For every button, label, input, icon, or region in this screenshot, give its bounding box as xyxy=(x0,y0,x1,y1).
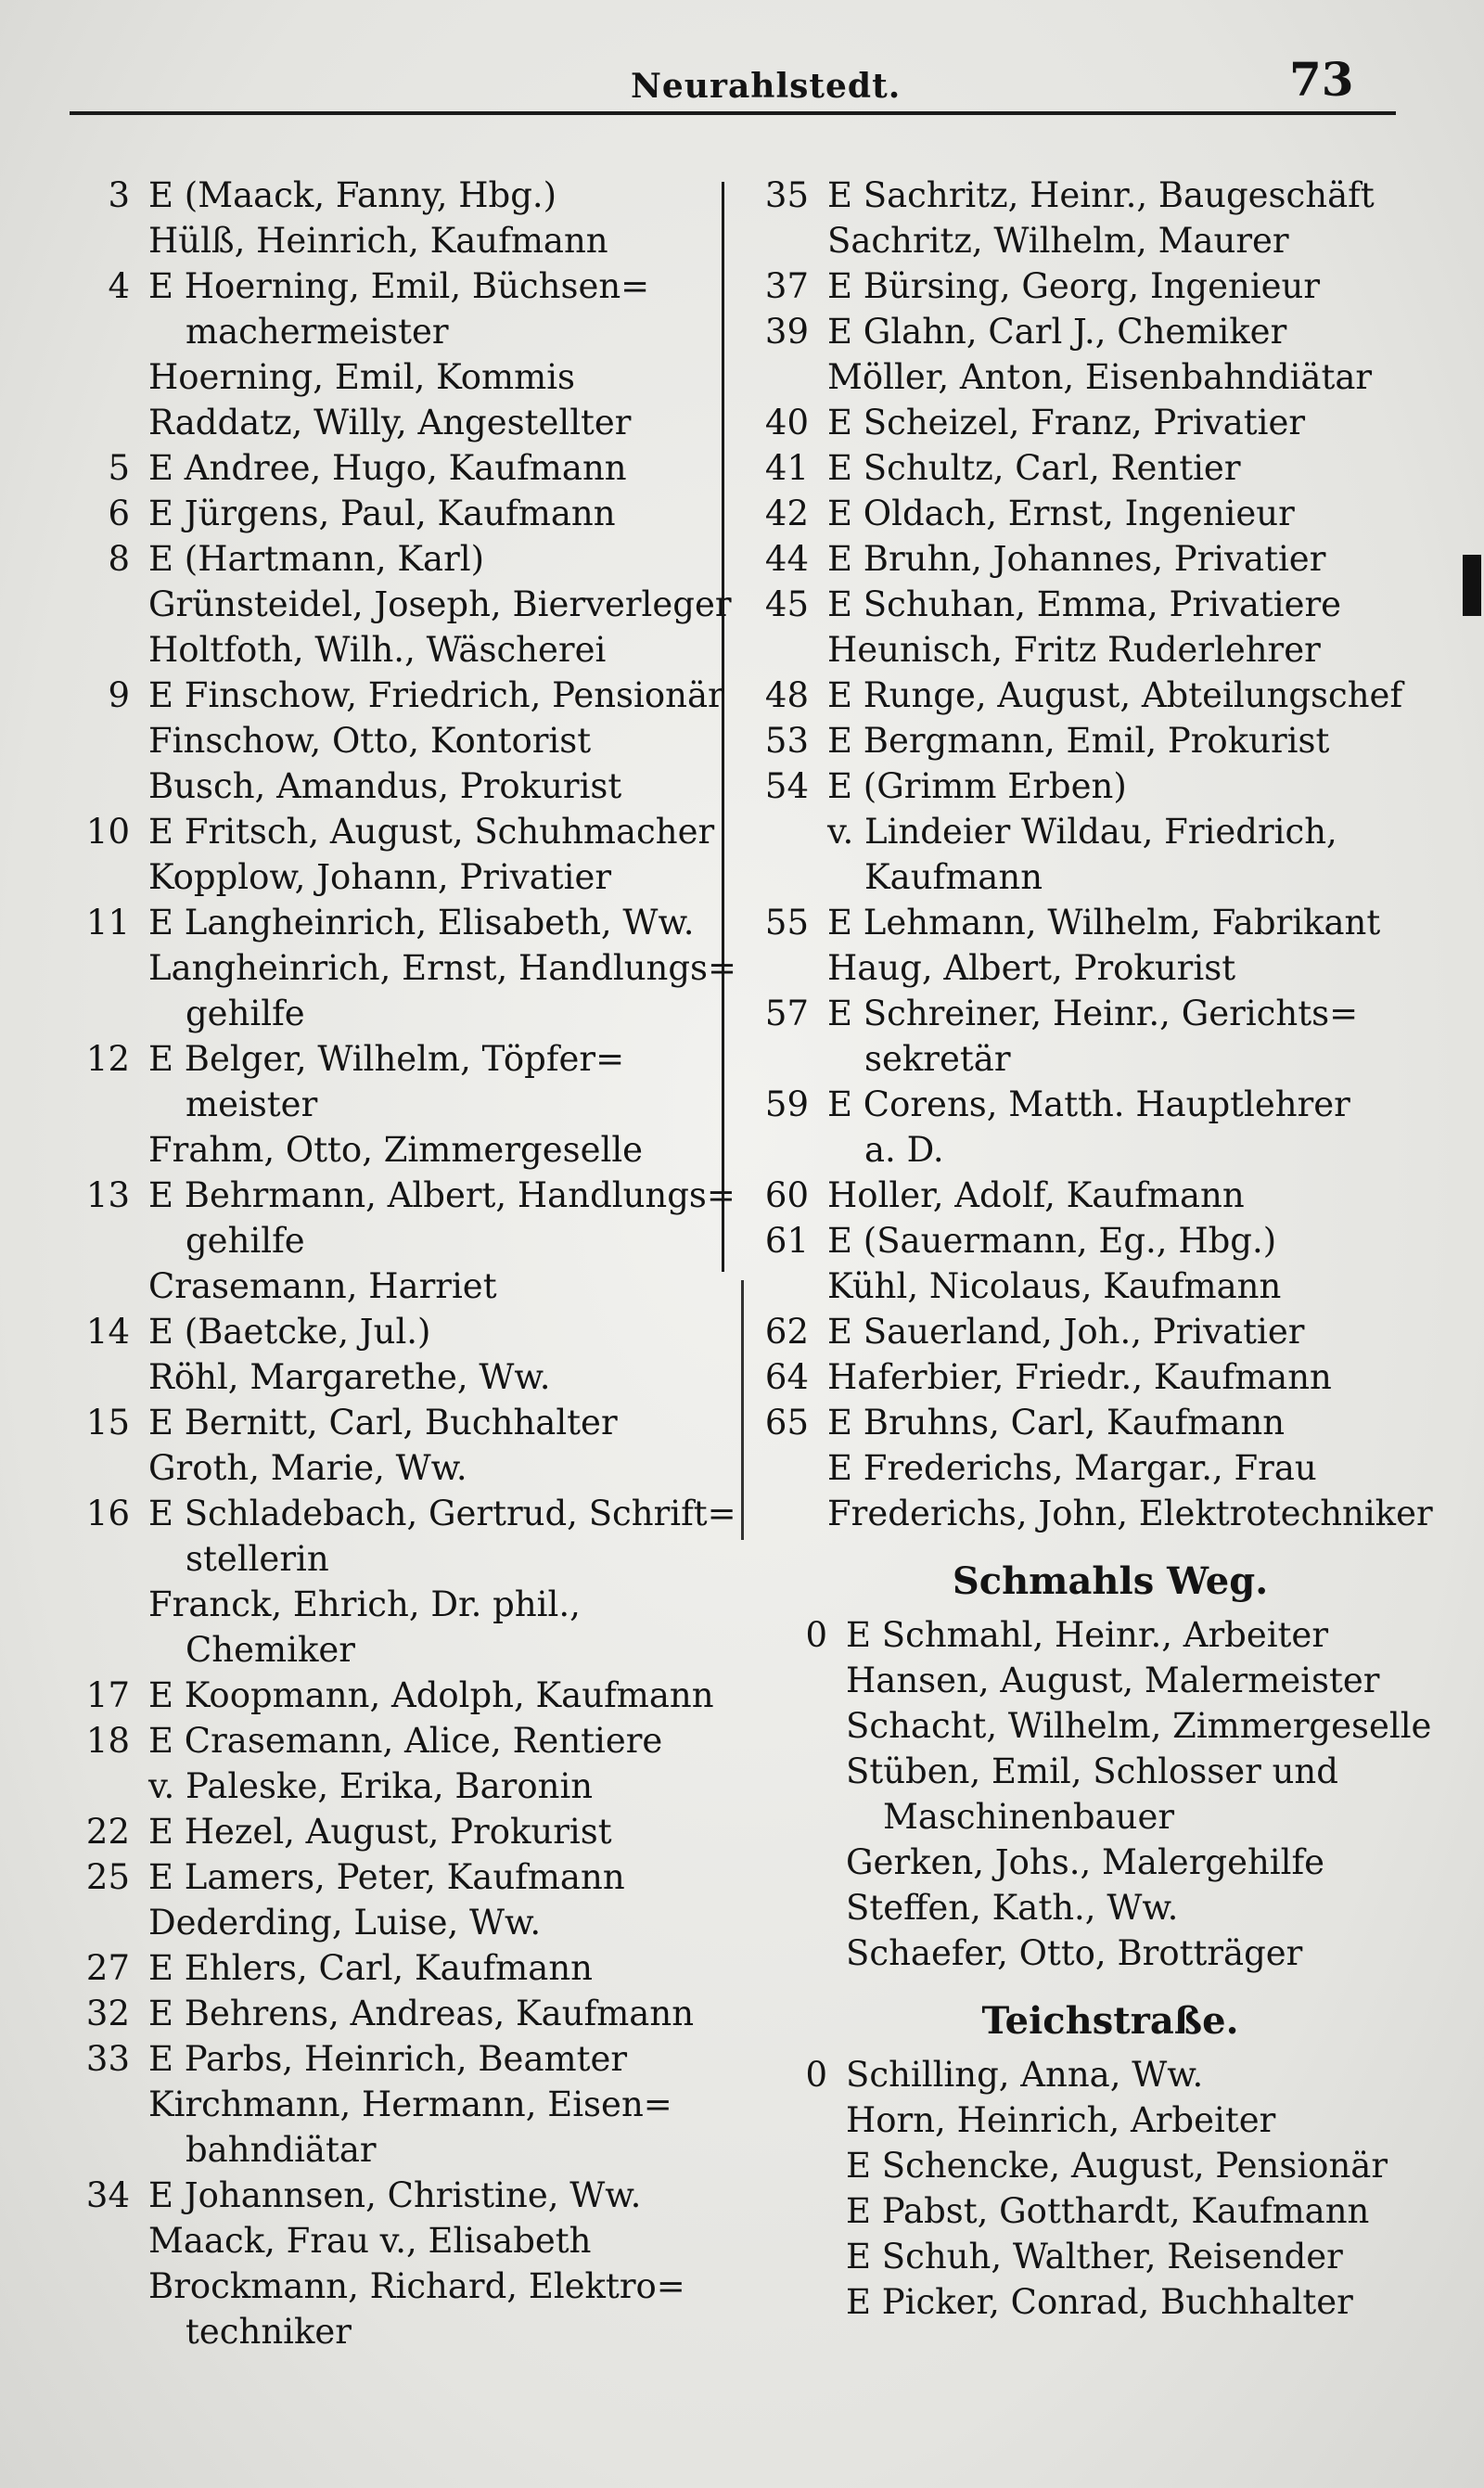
entry-text: E Bergmann, Emil, Prokurist xyxy=(827,721,1330,761)
entry-text: E Fritsch, August, Schuhmacher xyxy=(148,812,715,852)
house-number: 45 xyxy=(764,584,809,624)
directory-entry xyxy=(74,309,723,354)
house-number: 44 xyxy=(764,539,809,579)
directory-entry xyxy=(74,218,723,263)
entry-text: E Andree, Hugo, Kaufmann xyxy=(148,448,627,488)
house-number: 33 xyxy=(85,2039,130,2079)
directory-entry xyxy=(74,1036,723,1082)
street-heading: Schmahls Weg. xyxy=(952,1559,1269,1603)
house-number: 9 xyxy=(108,675,130,715)
house-number: 42 xyxy=(764,494,809,533)
entry-text: Maschinenbauer xyxy=(883,1797,1175,1837)
directory-entry xyxy=(74,400,723,445)
directory-entry xyxy=(74,1263,723,1309)
house-number: 34 xyxy=(85,2175,130,2215)
entry-text: E (Hartmann, Karl) xyxy=(148,539,485,579)
directory-entry xyxy=(753,2143,1449,2188)
directory-entry xyxy=(74,1354,723,1400)
entry-text: Langheinrich, Ernst, Handlungs= xyxy=(148,948,737,988)
entry-text: E Behrmann, Albert, Handlungs= xyxy=(148,1175,736,1215)
directory-entry xyxy=(74,1854,723,1900)
entry-text: E Jürgens, Paul, Kaufmann xyxy=(148,494,616,533)
directory-entry xyxy=(74,900,723,945)
entry-text: Groth, Marie, Ww. xyxy=(148,1448,467,1488)
directory-entry xyxy=(753,582,1449,627)
house-number: 41 xyxy=(764,448,809,488)
entry-text: Maack, Frau v., Elisabeth xyxy=(148,2221,592,2261)
street-heading: Teichstraße. xyxy=(981,1999,1239,2043)
house-number: 4 xyxy=(108,266,130,306)
directory-entry xyxy=(74,809,723,854)
entry-text: Kirchmann, Hermann, Eisen= xyxy=(148,2084,672,2124)
entry-text: E Bruhn, Johannes, Privatier xyxy=(827,539,1326,579)
entry-text: E Schladebach, Gertrud, Schrift= xyxy=(148,1494,736,1533)
directory-entry xyxy=(753,2188,1449,2234)
house-number: 13 xyxy=(85,1175,130,1215)
entry-text: Hoerning, Emil, Kommis xyxy=(148,357,576,397)
entry-text: E Crasemann, Alice, Rentiere xyxy=(148,1721,663,1761)
entry-text: Horn, Heinrich, Arbeiter xyxy=(846,2100,1276,2140)
entry-text: Holler, Adolf, Kaufmann xyxy=(827,1175,1245,1215)
directory-entry xyxy=(74,354,723,400)
house-number: 61 xyxy=(764,1221,809,1261)
entry-text: Raddatz, Willy, Angestellter xyxy=(148,403,632,442)
directory-entry xyxy=(74,1400,723,1445)
entry-text: E Parbs, Heinrich, Beamter xyxy=(148,2039,628,2079)
left-column xyxy=(74,173,737,2354)
directory-entry xyxy=(74,1445,723,1491)
entry-text: Frederichs, John, Elektrotechniker xyxy=(827,1494,1433,1533)
entry-text: E Schuhan, Emma, Privatiere xyxy=(827,584,1342,624)
directory-entry xyxy=(74,673,723,718)
directory-entry xyxy=(74,991,723,1036)
directory-entry xyxy=(753,718,1449,763)
directory-entry xyxy=(753,1749,1449,1794)
house-number: 32 xyxy=(85,1994,130,2033)
directory-entry xyxy=(74,1991,723,2036)
entry-text: Chemiker xyxy=(186,1630,355,1670)
entry-text: Busch, Amandus, Prokurist xyxy=(148,766,622,806)
directory-entry xyxy=(74,1491,736,1536)
directory-entry xyxy=(74,763,723,809)
column-divider-lower xyxy=(741,1280,744,1540)
directory-entry xyxy=(74,1763,723,1809)
house-number: 35 xyxy=(764,175,809,215)
house-number: 6 xyxy=(108,494,130,533)
entry-text: E Bürsing, Georg, Ingenieur xyxy=(827,266,1321,306)
entry-text: E Frederichs, Margar., Frau xyxy=(827,1448,1317,1488)
entry-text: E Glahn, Carl J., Chemiker xyxy=(827,312,1287,352)
directory-entry xyxy=(753,627,1449,673)
house-number: 65 xyxy=(764,1403,809,1443)
directory-entry xyxy=(74,1809,723,1854)
directory-entry xyxy=(753,1612,1449,1658)
directory-entry xyxy=(753,1309,1449,1354)
entry-text: E Langheinrich, Elisabeth, Ww. xyxy=(148,903,695,943)
house-number: 59 xyxy=(764,1084,809,1124)
entry-text: E Johannsen, Christine, Ww. xyxy=(148,2175,642,2215)
house-number: 15 xyxy=(85,1403,130,1443)
entry-text: Schacht, Wilhelm, Zimmergeselle xyxy=(846,1706,1432,1746)
entry-text: stellerin xyxy=(186,1539,329,1579)
directory-entry xyxy=(753,491,1449,536)
directory-entry xyxy=(753,900,1449,945)
directory-entry xyxy=(74,263,723,309)
entry-text: Hülß, Heinrich, Kaufmann xyxy=(148,221,608,261)
directory-entry xyxy=(753,1400,1449,1445)
directory-entry xyxy=(753,1445,1449,1491)
entry-text: Holtfoth, Wilh., Wäscherei xyxy=(148,630,607,670)
entry-text: E Lehmann, Wilhelm, Fabrikant xyxy=(827,903,1381,943)
directory-entry xyxy=(74,2173,723,2218)
house-number: 39 xyxy=(764,312,809,352)
directory-entry xyxy=(74,2309,723,2354)
directory-entry xyxy=(753,400,1449,445)
directory-entry xyxy=(74,2264,723,2309)
entry-text: E Hoerning, Emil, Büchsen= xyxy=(148,266,650,306)
entry-text: Finschow, Otto, Kontorist xyxy=(148,721,592,761)
directory-entry xyxy=(753,854,1449,900)
directory-entry xyxy=(753,2097,1449,2143)
entry-text: Stüben, Emil, Schlosser und xyxy=(846,1751,1338,1791)
entry-text: E Hezel, August, Prokurist xyxy=(148,1812,612,1852)
directory-entry xyxy=(74,2082,723,2127)
house-number: 60 xyxy=(764,1175,809,1215)
directory-entry xyxy=(753,1036,1449,1082)
house-number: 54 xyxy=(764,766,809,806)
directory-entry xyxy=(74,582,732,627)
directory-entry xyxy=(753,263,1449,309)
entry-text: Grünsteidel, Joseph, Bierverleger xyxy=(148,584,732,624)
house-number: 64 xyxy=(764,1357,809,1397)
directory-entry xyxy=(74,1582,723,1627)
house-number: 55 xyxy=(764,903,809,943)
entry-text: E Runge, August, Abteilungschef xyxy=(827,675,1403,715)
entry-text: E Lamers, Peter, Kaufmann xyxy=(148,1857,625,1897)
house-number: 40 xyxy=(764,403,809,442)
entry-text: Schilling, Anna, Ww. xyxy=(846,2055,1204,2095)
directory-entry xyxy=(74,1673,723,1718)
header-rule xyxy=(70,111,1396,115)
directory-entry xyxy=(753,2234,1449,2279)
entry-text: Frahm, Otto, Zimmergeselle xyxy=(148,1130,644,1170)
house-number: 0 xyxy=(805,1615,827,1655)
entry-text: Dederding, Luise, Ww. xyxy=(148,1903,542,1943)
directory-entry xyxy=(74,2127,723,2173)
directory-entry xyxy=(753,1930,1449,1976)
house-number: 27 xyxy=(85,1948,130,1988)
directory-entry xyxy=(753,2052,1449,2097)
directory-entry xyxy=(753,991,1449,1036)
entry-text: E Sauerland, Joh., Privatier xyxy=(827,1312,1305,1352)
house-number: 12 xyxy=(85,1039,130,1079)
entry-text: E Schreiner, Heinr., Gerichts= xyxy=(827,994,1359,1033)
house-number: 14 xyxy=(85,1312,130,1352)
directory-entry xyxy=(74,445,723,491)
entry-text: machermeister xyxy=(186,312,449,352)
directory-entry xyxy=(753,1885,1449,1930)
entry-text: E (Maack, Fanny, Hbg.) xyxy=(148,175,557,215)
directory-entry xyxy=(74,854,723,900)
directory-entry xyxy=(753,673,1449,718)
directory-entry xyxy=(753,1127,1449,1173)
house-number: 11 xyxy=(85,903,130,943)
entry-text: Hansen, August, Malermeister xyxy=(846,1661,1380,1700)
entry-text: gehilfe xyxy=(186,1221,305,1261)
entry-text: E Ehlers, Carl, Kaufmann xyxy=(148,1948,593,1988)
house-number: 53 xyxy=(764,721,809,761)
entry-text: Heunisch, Fritz Ruderlehrer xyxy=(827,630,1321,670)
directory-entry xyxy=(753,945,1449,991)
entry-text: techniker xyxy=(186,2312,352,2352)
directory-entry xyxy=(753,1354,1449,1400)
entry-text: E (Grimm Erben) xyxy=(827,766,1127,806)
entry-text: E Finschow, Friedrich, Pensionär xyxy=(148,675,724,715)
directory-entry xyxy=(74,536,723,582)
entry-text: v. Paleske, Erika, Baronin xyxy=(148,1766,594,1806)
entry-text: E Bruhns, Carl, Kaufmann xyxy=(827,1403,1286,1443)
directory-entry xyxy=(753,309,1449,354)
house-number: 3 xyxy=(108,175,130,215)
house-number: 25 xyxy=(85,1857,130,1897)
directory-entry xyxy=(74,945,737,991)
directory-entry xyxy=(74,1945,723,1991)
entry-text: Schaefer, Otto, Brotträger xyxy=(846,1933,1303,1973)
directory-entry xyxy=(753,809,1449,854)
entry-text: Sachritz, Wilhelm, Maurer xyxy=(827,221,1289,261)
entry-text: Franck, Ehrich, Dr. phil., xyxy=(148,1584,581,1624)
entry-text: Crasemann, Harriet xyxy=(148,1266,497,1306)
entry-text: Haug, Albert, Prokurist xyxy=(827,948,1236,988)
directory-entry xyxy=(74,2036,723,2082)
directory-entry xyxy=(753,1082,1449,1127)
directory-entry xyxy=(753,1658,1449,1703)
directory-entry xyxy=(753,1263,1449,1309)
entry-text: E Pabst, Gotthardt, Kaufmann xyxy=(846,2191,1370,2231)
directory-entry xyxy=(753,1218,1449,1263)
entry-text: E Belger, Wilhelm, Töpfer= xyxy=(148,1039,625,1079)
entry-text: E Koopmann, Adolph, Kaufmann xyxy=(148,1675,714,1715)
entry-text: E Picker, Conrad, Buchhalter xyxy=(846,2282,1353,2322)
house-number: 5 xyxy=(108,448,130,488)
page-header-title: Neurahlstedt. xyxy=(631,67,902,106)
directory-entry xyxy=(753,536,1449,582)
entry-text: E Sachritz, Heinr., Baugeschäft xyxy=(827,175,1375,215)
entry-text: a. D. xyxy=(864,1130,944,1170)
entry-text: Brockmann, Richard, Elektro= xyxy=(148,2266,685,2306)
entry-text: E Corens, Matth. Hauptlehrer xyxy=(827,1084,1350,1124)
directory-entry xyxy=(753,2279,1449,2325)
entry-text: E Behrens, Andreas, Kaufmann xyxy=(148,1994,695,2033)
entry-text: meister xyxy=(186,1084,318,1124)
house-number: 37 xyxy=(764,266,809,306)
directory-entry xyxy=(74,627,723,673)
directory-entry xyxy=(753,1173,1449,1218)
directory-entry xyxy=(74,173,723,218)
entry-text: Möller, Anton, Eisenbahndiätar xyxy=(827,357,1373,397)
entry-text: Kopplow, Johann, Privatier xyxy=(148,857,612,897)
directory-entry xyxy=(753,763,1449,809)
entry-text: E Schencke, August, Pensionär xyxy=(846,2146,1388,2186)
entry-text: Röhl, Margarethe, Ww. xyxy=(148,1357,551,1397)
right-column xyxy=(753,173,1449,2325)
directory-entry xyxy=(753,354,1449,400)
entry-text: v. Lindeier Wildau, Friedrich, xyxy=(827,812,1337,852)
directory-entry xyxy=(74,1309,723,1354)
directory-entry xyxy=(74,1536,723,1582)
page-edge-mark xyxy=(1463,555,1481,616)
entry-text: gehilfe xyxy=(186,994,305,1033)
directory-entry xyxy=(74,1127,723,1173)
directory-entry xyxy=(74,1218,723,1263)
entry-text: Gerken, Johs., Malergehilfe xyxy=(846,1842,1325,1882)
entry-text: E Schultz, Carl, Rentier xyxy=(827,448,1241,488)
house-number: 57 xyxy=(764,994,809,1033)
page-number: 73 xyxy=(1289,52,1354,107)
directory-entry xyxy=(74,1900,723,1945)
entry-text: Haferbier, Friedr., Kaufmann xyxy=(827,1357,1332,1397)
entry-text: Kaufmann xyxy=(864,857,1043,897)
directory-entry xyxy=(753,218,1449,263)
house-number: 17 xyxy=(85,1675,130,1715)
house-number: 62 xyxy=(764,1312,809,1352)
directory-entry xyxy=(753,445,1449,491)
entry-text: bahndiätar xyxy=(186,2130,377,2170)
entry-text: Kühl, Nicolaus, Kaufmann xyxy=(827,1266,1282,1306)
house-number: 48 xyxy=(764,675,809,715)
entry-text: E Oldach, Ernst, Ingenieur xyxy=(827,494,1295,533)
house-number: 18 xyxy=(85,1721,130,1761)
directory-entry xyxy=(74,1627,723,1673)
entry-text: Steffen, Kath., Ww. xyxy=(846,1888,1179,1928)
directory-entry xyxy=(74,1173,736,1218)
entry-text: E Schuh, Walther, Reisender xyxy=(846,2237,1343,2276)
directory-entry xyxy=(74,491,723,536)
entry-text: E Bernitt, Carl, Buchhalter xyxy=(148,1403,618,1443)
house-number: 0 xyxy=(805,2055,827,2095)
entry-text: E Schmahl, Heinr., Arbeiter xyxy=(846,1615,1329,1655)
entry-text: E (Sauermann, Eg., Hbg.) xyxy=(827,1221,1277,1261)
directory-entry xyxy=(753,1703,1449,1749)
directory-entry xyxy=(753,1840,1449,1885)
directory-entry xyxy=(74,718,723,763)
entry-text: E (Baetcke, Jul.) xyxy=(148,1312,431,1352)
directory-entry xyxy=(74,1718,723,1763)
house-number: 8 xyxy=(108,539,130,579)
directory-entry xyxy=(753,1491,1449,1536)
house-number: 22 xyxy=(85,1812,130,1852)
directory-entry xyxy=(753,173,1449,218)
entry-text: sekretär xyxy=(864,1039,1011,1079)
directory-entry xyxy=(753,1794,1449,1840)
directory-entry xyxy=(74,1082,723,1127)
house-number: 10 xyxy=(85,812,130,852)
house-number: 16 xyxy=(85,1494,130,1533)
entry-text: E Scheizel, Franz, Privatier xyxy=(827,403,1306,442)
directory-entry xyxy=(74,2218,723,2264)
